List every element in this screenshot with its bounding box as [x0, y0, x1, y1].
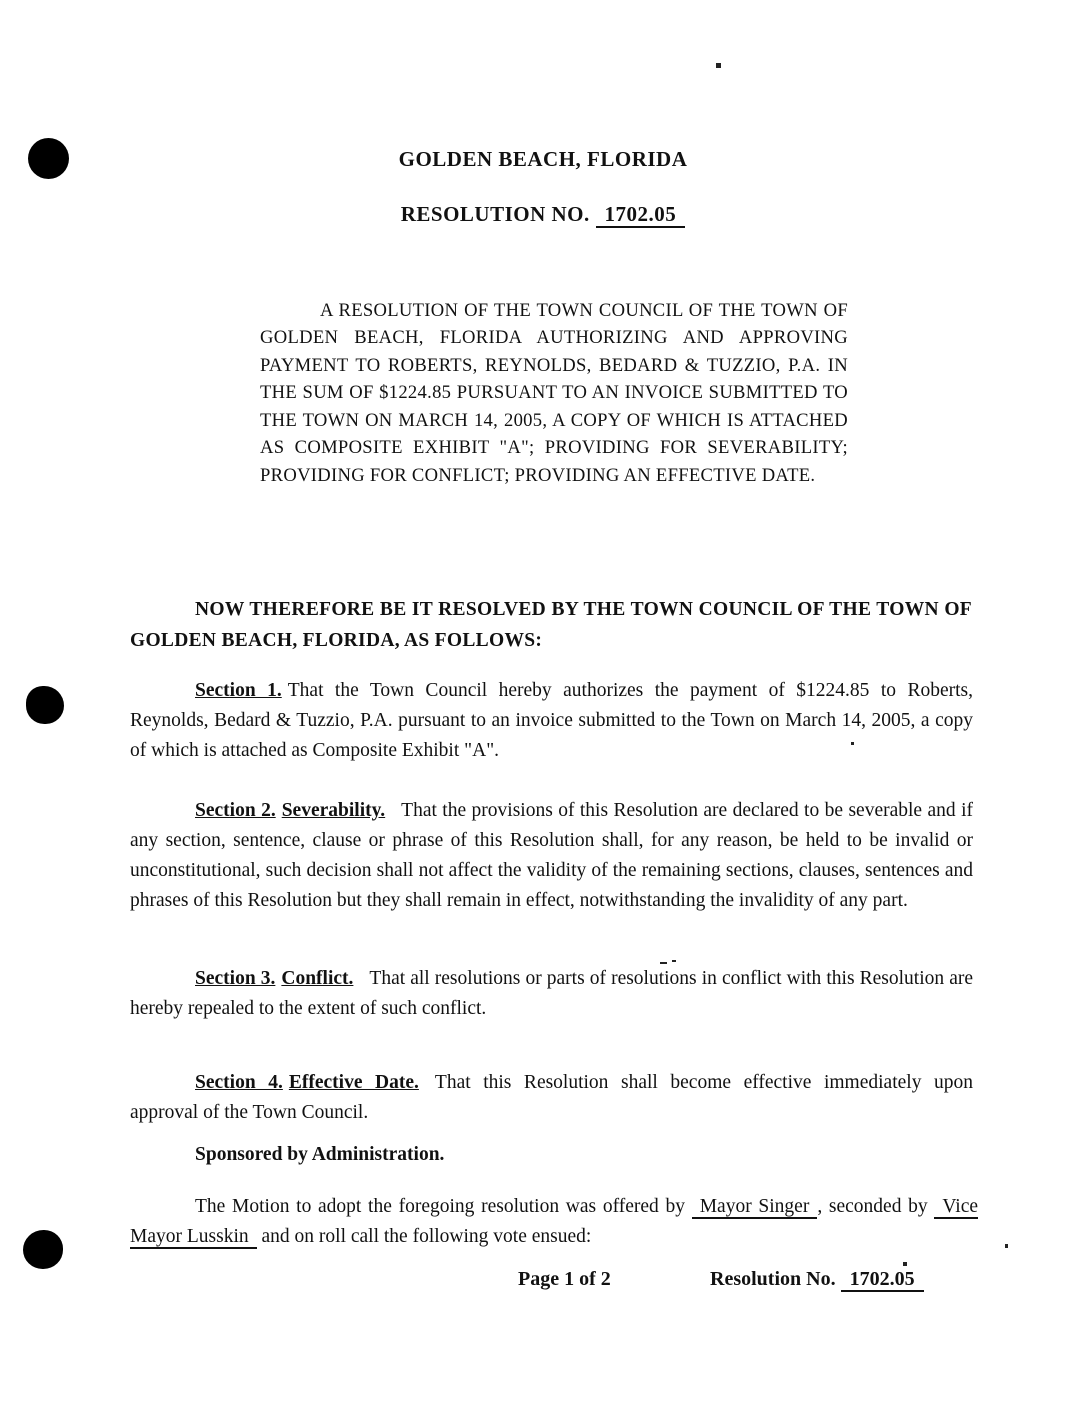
section-2-subtitle: Severability.: [281, 800, 386, 821]
section-4-heading: Section 4.: [195, 1072, 283, 1093]
document-title: GOLDEN BEACH, FLORIDA: [398, 147, 688, 171]
scan-speck: [716, 63, 721, 68]
scan-speck: [1005, 1244, 1008, 1248]
section-2-paragraph: [130, 796, 973, 916]
section-1-paragraph: [130, 676, 973, 766]
scan-speck: [672, 960, 676, 962]
section-4-subtitle: Effective Date.: [288, 1072, 419, 1093]
motion-suffix: and on roll call the following vote ensued:: [261, 1226, 592, 1247]
hole-punch-mark: [23, 1230, 63, 1269]
section-3-subtitle: Conflict.: [281, 968, 354, 989]
section-1-body: That the Town Council hereby authorizes the payment of $1224.85 to Roberts, Reynolds, Bedard & Tuzzio, P.A. pursuant to an invoice submitted to the Town on March 14, 2005, a copy of which is attached as Composite Exhibit "A".: [130, 680, 974, 761]
section-2-heading: Section 2.: [195, 800, 276, 821]
section-3-body: That all resolutions or parts of resolutions in conflict with this Resolution are hereby repealed to the extent of such conflict.: [130, 968, 973, 1019]
footer-resolution-number-value: 1702.05: [841, 1268, 924, 1292]
resolution-number-value: 1702.05: [596, 202, 686, 228]
section-3-paragraph: [130, 964, 973, 1024]
hole-punch-mark: [26, 686, 64, 724]
motion-prefix: The Motion to adopt the foregoing resolution was offered by: [195, 1196, 685, 1217]
sponsored-by-line: Sponsored by Administration.: [195, 1144, 445, 1165]
motion-middle: , seconded by: [817, 1196, 928, 1217]
preamble-paragraph: A RESOLUTION OF THE TOWN COUNCIL OF THE TOWN OF GOLDEN BEACH, FLORIDA AUTHORIZING AND APPROVING PAYMENT TO ROBERTS, REYNOLDS, BEDARD & TUZZIO, P.A. IN THE SUM OF $1224.85 PURSUANT TO AN INVOICE SUBMITTED TO THE TOWN ON MARCH 14, 2005, A COPY OF WHICH IS ATTACHED AS COMPOSITE EXHIBIT "A"; PROVIDING FOR SEVERABILITY; PROVIDING FOR CONFLICT; PROVIDING AN EFFECTIVE DATE.: [260, 299, 848, 486]
section-4-paragraph: [130, 1068, 973, 1128]
resolved-clause: NOW THEREFORE BE IT RESOLVED BY THE TOWN COUNCIL OF THE TOWN OF GOLDEN BEACH, FLORIDA, AS FOLLOWS:: [130, 598, 972, 651]
footer-page-number: Page 1 of 2: [518, 1268, 611, 1290]
section-1-heading: Section 1.: [195, 680, 282, 701]
motion-seconded-by-name: Vice Mayor Lusskin: [130, 1196, 979, 1247]
resolution-number-line: [0, 202, 1086, 227]
section-3-heading: Section 3.: [195, 968, 276, 989]
scan-speck: [903, 1262, 907, 1266]
motion-paragraph: [130, 1192, 978, 1252]
motion-offered-by-name: Mayor Singer: [692, 1196, 818, 1219]
footer-resolution-label: Resolution No.: [710, 1268, 836, 1290]
resolution-number-label: RESOLUTION NO.: [400, 202, 590, 226]
footer-resolution-number-line: [710, 1268, 924, 1291]
section-2-body: That the provisions of this Resolution are declared to be severable and if any section, sentence, clause or phrase of this Resolution shall, for any reason, be held to be invalid or unconstitutional, such decision shall not affect the validity of the remaining sections, clauses, sentences and phrases of this Resolution but they shall remain in effect, notwithstanding the invalidity of any part.: [130, 800, 973, 911]
section-4-body: That this Resolution shall become effective immediately upon approval of the Town Council.: [130, 1072, 974, 1123]
